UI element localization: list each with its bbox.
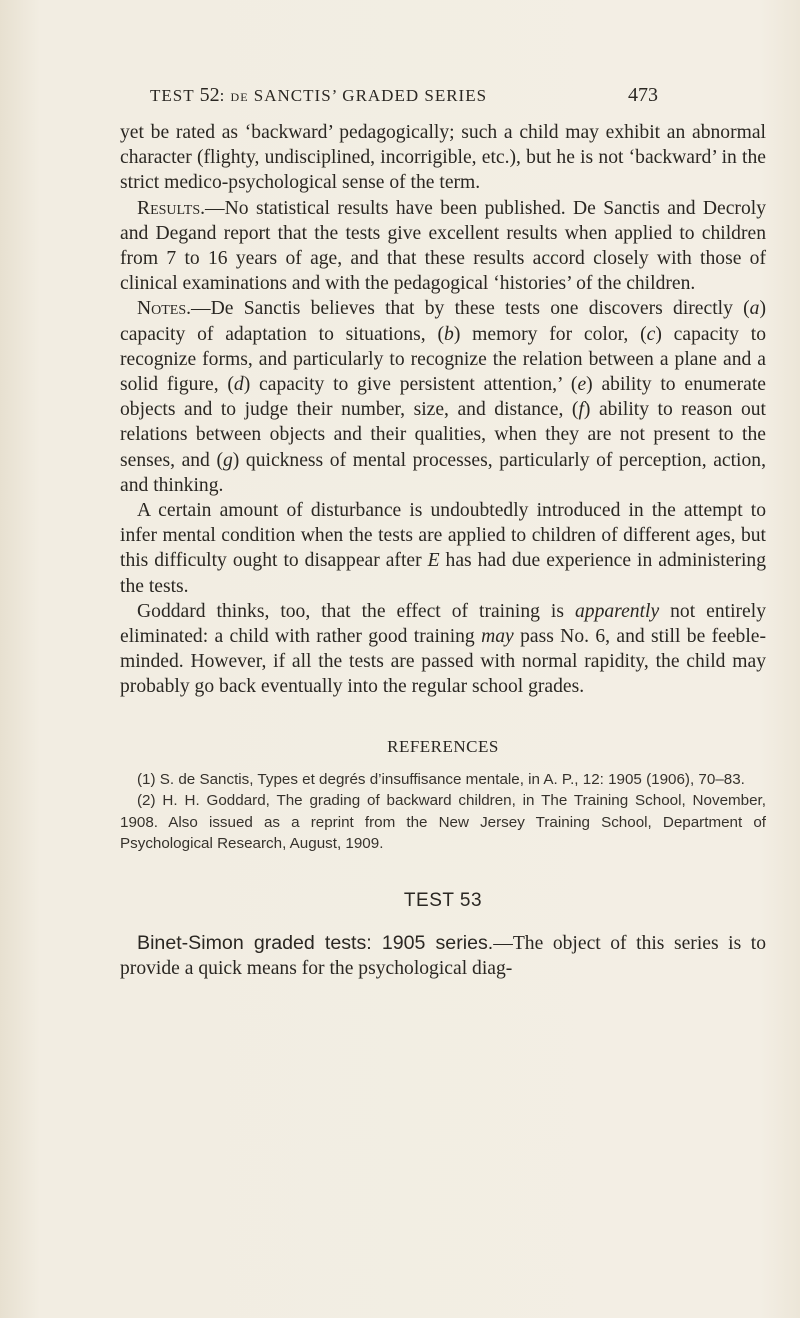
notes-label: Notes xyxy=(137,298,187,320)
test-53-heading: TEST 53 xyxy=(403,889,483,911)
test53-lead: Binet-Simon graded tests: 1905 series. xyxy=(137,932,494,955)
page-number: 473 xyxy=(628,84,658,106)
paragraph-disturbance: A certain amount of disturbance is undoubtedly introduced in the attempt to infer mental condition when the tests are applied to children of different ages, but this difficulty ought to disappear after E has had due experience in administering the tests. xyxy=(120,500,767,597)
running-head xyxy=(150,84,658,110)
references-list xyxy=(120,769,766,855)
running-head-title: TEST 52: de SANCTIS’ GRADED SERIES xyxy=(150,84,488,106)
paragraph-test53: Binet-Simon graded tests: 1905 series.—The object of this series is to provide a quick means for the psychological diag- xyxy=(120,932,766,980)
reference-item: (1) S. de Sanctis, Types et degrés d’insuffisance mentale, in A. P., 12: 1905 (1906), 70–83. xyxy=(137,770,745,788)
paragraph-continuation: yet be rated as ‘backward’ pedagogically; such a child may exhibit an abnormal character (flighty, undisciplined, incorrigible, etc.), but he is not ‘backward’ in the strict medico-psychological sense of the term. xyxy=(120,122,766,194)
paragraph-results: Results.—No statistical results have been published. De Sanctis and Decroly and Degand report that the tests give excellent results when applied to children from 7 to 16 years of age, and that these results accord closely with those of clinical examinations and with the pedagogical ‘histories’ of the children. xyxy=(120,197,766,295)
paragraph-goddard: Goddard thinks, too, that the effect of training is apparently not entirely eliminated: a child with rather good training may pass No. 6, and still be feeble-minded. However, if all the tests are passed with normal rapidity, the child may probably go back eventually into the regular school grades. xyxy=(120,600,766,698)
results-label: Results xyxy=(137,197,201,219)
paragraph-notes: Notes.—De Sanctis believes that by these tests one discovers directly (a) capacity of adaptation to situations, (b) memory for color, (c) capacity to recognize forms, and particularly to recognize the relation between a plane and a solid figure, (d) capacity to give persistent attention,’ (e) ability to enumerate objects and to judge their number, size, and distance, (f) ability to reason out relations between objects and their qualities, when they are not present to the senses, and (g) quickness of mental processes, particularly of perception, action, and thinking. xyxy=(120,298,766,496)
references-heading: REFERENCES xyxy=(387,736,499,756)
test-number: 52 xyxy=(199,84,220,106)
body-text xyxy=(120,120,766,981)
title-de: de xyxy=(230,86,249,105)
reference-item: (2) H. H. Goddard, The grading of backward children, in The Training School, November, 1908. Also issued as a reprint from the New Jersey Training School, Department of Psychological Research, August, 1909. xyxy=(120,792,766,853)
